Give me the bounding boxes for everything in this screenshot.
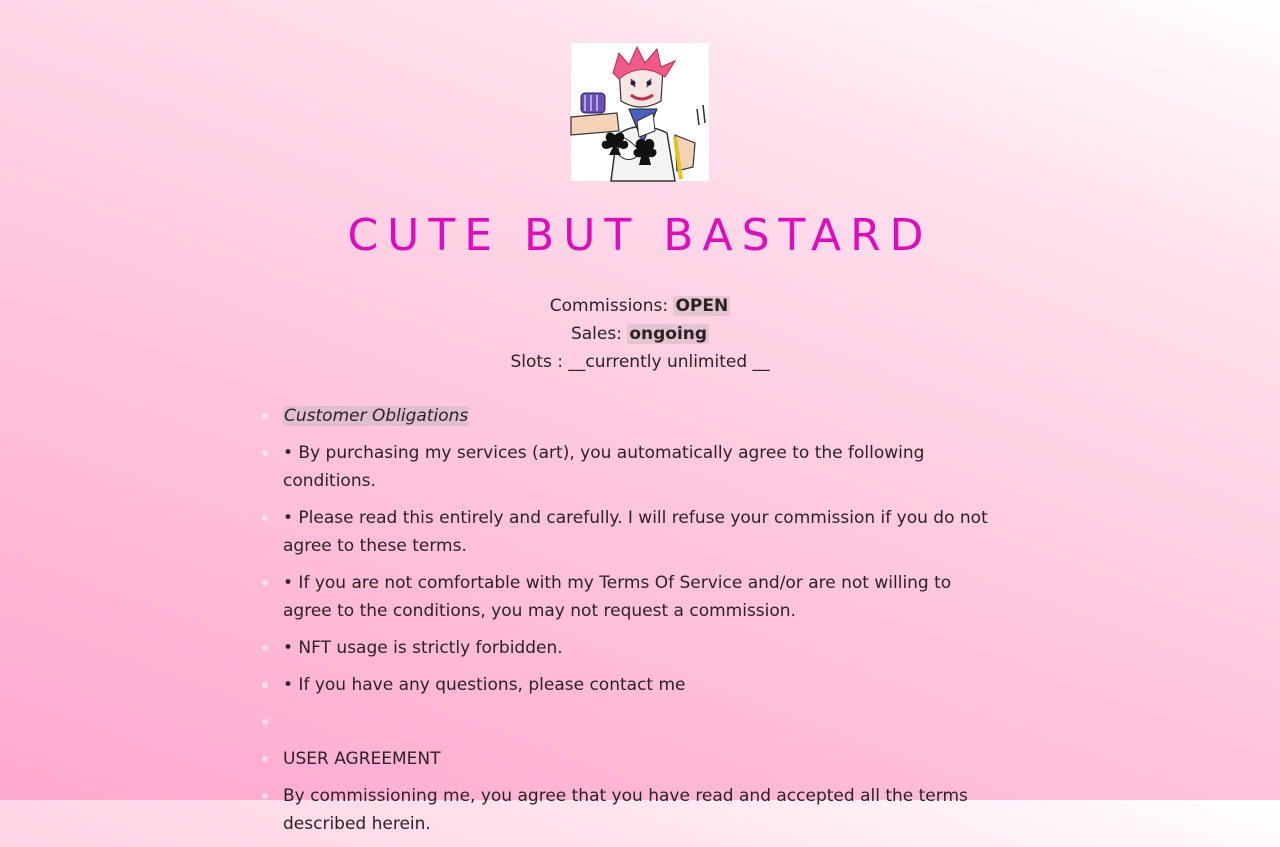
commissions-label: Commissions: (549, 296, 669, 316)
avatar-illustration (571, 43, 709, 181)
terms-item-read-carefully: • Please read this entirely and carefully. I will refuse your commission if you do not agree to these terms. (265, 504, 1005, 560)
terms-item-agree-conditions: • By purchasing my services (art), you automatically agree to the following conditions. (265, 439, 1005, 495)
commissions-value: OPEN (675, 296, 729, 316)
terms-item-nft-forbidden: • NFT usage is strictly forbidden. (265, 634, 1005, 662)
user-agreement-heading: USER AGREEMENT (265, 745, 1005, 773)
commissions-status-line (0, 292, 1280, 320)
terms-heading-item (265, 402, 1005, 430)
sales-status-line (0, 320, 1280, 348)
terms-item-not-comfortable: • If you are not comfortable with my Terms Of Service and/or are not willing to agree to the conditions, you may not request a commission. (265, 569, 1005, 625)
terms-item-contact: • If you have any questions, please contact me (265, 671, 1005, 699)
terms-item-user-agreement: By commissioning me, you agree that you have read and accepted all the terms described herein. (265, 782, 1005, 838)
customer-obligations-heading: Customer Obligations (284, 406, 469, 426)
commission-status (0, 292, 1280, 376)
slots-status-line: Slots : __currently unlimited __ (510, 352, 770, 372)
sales-label: Sales: (570, 324, 622, 344)
terms-item-empty (265, 708, 1005, 736)
site-title: CUTE BUT BASTARD (347, 210, 933, 261)
sales-value: ongoing (629, 324, 708, 344)
profile-avatar (571, 43, 709, 181)
terms-list (265, 402, 1005, 847)
